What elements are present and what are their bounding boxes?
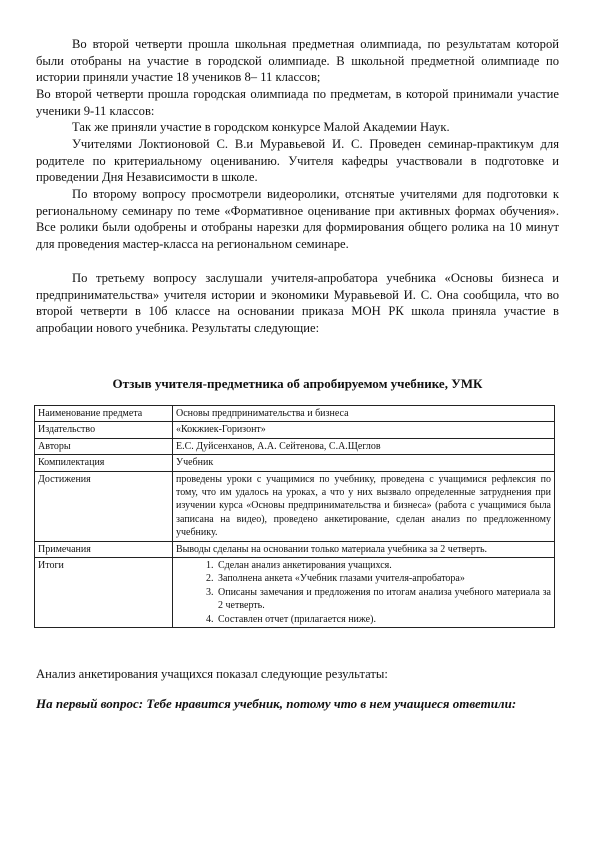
results-list [176, 559, 551, 626]
row-label: Наименование предмета [35, 406, 173, 422]
list-item: 2. Заполнена анкета «Учебник глазами учителя-апробатора» [216, 572, 551, 585]
row-label: Компилектация [35, 455, 173, 471]
row-label: Итоги [35, 558, 173, 628]
table-row [35, 558, 555, 628]
table-row [35, 471, 555, 541]
paragraph-small-academy [36, 119, 559, 136]
paragraph-school-olympiad [36, 36, 559, 86]
paragraph-text: Так же приняли участие в городском конкурсе Малой Академии Наук. [72, 120, 450, 134]
row-value: Учебник [173, 455, 555, 471]
table-row [35, 422, 555, 438]
list-item: 3. Описаны замечания и предложения по итогам анализа учебного материала за 2 четверть. [216, 586, 551, 613]
analysis-intro: Анализ анкетирования учащихся показал следующие результаты: [36, 667, 388, 681]
paragraph-text: Учителями Локтионовой С. В.и Муравьевой И. С. Проведен семинар-практикум для родителе по критериальному оцениванию. Учителя кафедры участвовали в подготовке и проведении Дня Независимости в школе. [36, 137, 559, 185]
paragraph-text: По второму вопросу просмотрели видеоролики, отснятые учителями для подготовки к региональному семинару по теме «Формативное оценивание при активных формах обучения». Все ролики были одобрены и отобраны нарезки для формирования общего ролика на 10 минут для проведения мастер-класса на региональном семинаре. [36, 187, 559, 251]
row-label: Авторы [35, 438, 173, 454]
table-row [35, 541, 555, 557]
row-value: Выводы сделаны на основании только материала учебника за 2 четверть. [173, 541, 555, 557]
paragraph-seminar [36, 136, 559, 186]
table-row [35, 438, 555, 454]
table-row [35, 406, 555, 422]
paragraph-second-question [36, 186, 559, 252]
row-value: Е.С. Дуйсенханов, А.А. Сейтенова, С.А.Щеглов [173, 438, 555, 454]
row-value: «Кокжиек-Горизонт» [173, 422, 555, 438]
review-table [34, 405, 555, 628]
row-label: Издательство [35, 422, 173, 438]
list-item: 1. Сделан анализ анкетирования учащихся. [216, 559, 551, 572]
row-value: проведены уроки с учащимися по учебнику, проведена с учащимися рефлексия по тому, что им удалось на уроках, а что у них вызвало определенные затруднения при изучении курса «Основы предпринимательства и бизнеса» (работа с учащимися была записана на видео), проведено анкетирование, сделан анализ по предложенному учебнику. [173, 471, 555, 541]
first-question: На первый вопрос: Тебе нравится учебник, потому что в нем учащиеся ответили: [36, 696, 517, 711]
paragraph-city-olympiad [36, 86, 559, 119]
row-label: Достижения [35, 471, 173, 541]
paragraph-third-question [36, 270, 559, 336]
paragraph-text: По третьему вопросу заслушали учителя-апробатора учебника «Основы бизнеса и предпринимательства» учителя истории и экономики Муравьевой И. С. Она сообщила, что во второй четверти в 10б классе на основании приказа МОН РК школа приняла участие в апробации нового учебника. Результаты следующие: [36, 271, 559, 335]
list-item: 4. Составлен отчет (прилагается ниже). [216, 613, 551, 626]
paragraph-text: Во второй четверти прошла городская олимпиада по предметам, в которой принимали участие ученики 9-11 классов: [36, 87, 559, 118]
table-title: Отзыв учителя-предметника об апробируемом учебнике, УМК [112, 376, 483, 391]
row-label: Примечания [35, 541, 173, 557]
row-value: Основы предпринимательства и бизнеса [173, 406, 555, 422]
table-row [35, 455, 555, 471]
paragraph-text: Во второй четверти прошла школьная предметная олимпиада, по результатам которой были отобраны на участие в городской олимпиаде. В школьной предметной олимпиаде по истории приняли участие 18 учеников 8– 11 классов; [36, 37, 559, 85]
row-value [173, 558, 555, 628]
